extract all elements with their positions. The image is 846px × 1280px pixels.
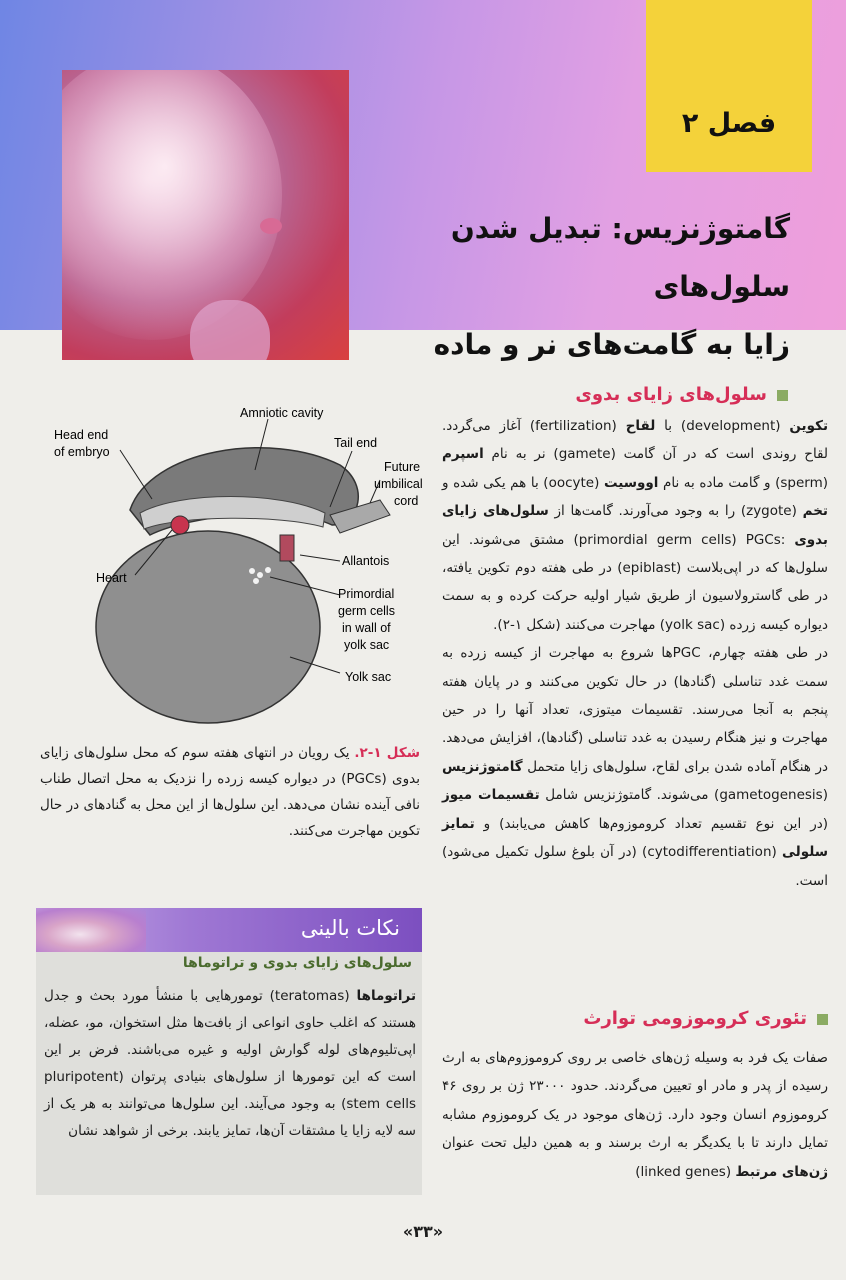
text-span: در طی هفته چهارم، PGCها شروع به مهاجرت از کیسه زرده به سمت غدد تناسلی (گنادها) در حال تکوین می‌کنند و در پایان هفته پنجم به آنجا می‌رسند. تقسیمات میتوزی، تعداد آنها را در حین مهاجرت و نیز هنگام رسیدن به غدد تناسلی (گنادها)، افزایش می‌دهد. در هنگام آماده شدن برای لقاح، سلول‌های زایا متحمل — [442, 645, 828, 775]
embryo-head-shape — [62, 70, 282, 340]
clinical-box — [36, 908, 422, 1195]
label-allantois: Allantois — [342, 554, 390, 568]
section1-paragraph1 — [442, 412, 828, 639]
label-future-3: cord — [394, 494, 419, 508]
term-oocyte: اووسیت — [603, 474, 659, 491]
clinical-text: (teratomas) تومورهایی با منشأ مورد بحث و جدل هستند که اغلب حاوی انواعی از بافت‌ها مثل استخوان، مو، عضله، اپی‌تلیوم‌های لوله گوارش اولیه و غیره می‌باشند. فرض بر این است که این تومورها از سلول‌های بنیادی پرتوان (pluripotent stem cells) به وجود می‌آیند. این سلول‌ها می‌توانند به هر یک از سه لایه زایا یا مشتقات آن‌ها، تمایز یابند. برخی از شواهد نشان — [44, 988, 416, 1139]
label-pgc-2: germ cells — [338, 604, 395, 618]
clinical-header — [36, 908, 422, 952]
text-span: :primordial germ cells) PGCs) مشتق می‌شوند. این سلول‌ها که در اپی‌بلاست (epiblast) در طی هفته دوم تکوین یافته، در طی گاسترولاسیون از طریق شیار اولیه حرکت کرده و به سمت دیواره کیسه زرده (yolk sac) مهاجرت می‌کنند (شکل ۱-۲). — [442, 531, 828, 633]
text-span: (linked genes) — [635, 1163, 736, 1180]
section1-body — [442, 412, 828, 895]
clinical-thumb-image — [36, 908, 146, 952]
term-pgc: سلول‌های زایای بدوی — [442, 503, 829, 548]
clinical-term: تراتوماها — [356, 988, 417, 1004]
text-span: (در این نوع تقسیم تعداد کروموزوم‌ها کاهش می‌یابند) و — [474, 815, 828, 832]
label-pgc-4: yolk sac — [344, 638, 390, 652]
term-cytodifferentiation: تمایز سلولی — [442, 815, 828, 861]
chapter-title-line1: گامتوژنزیس: تبدیل شدن سلول‌های — [450, 212, 790, 303]
section1-heading-text: سلول‌های زایای بدوی — [575, 384, 767, 405]
heart-shape — [171, 516, 189, 534]
section-square-icon — [777, 390, 788, 401]
label-head-end-2: of embryo — [54, 445, 110, 459]
term-fertilization: لقاح — [625, 418, 656, 434]
text-span: (oocyte) با هم یکی شده و — [442, 474, 604, 491]
chapter-box — [646, 0, 812, 172]
chapter-title — [330, 200, 790, 374]
section1-heading — [575, 384, 788, 405]
term-development: تکوین — [789, 418, 829, 434]
clinical-body — [44, 983, 416, 1145]
figure-caption-label: شکل ۱-۲. — [354, 745, 420, 761]
label-pgc-1: Primordial — [338, 587, 395, 601]
embryo-eye-shape — [260, 218, 282, 234]
embryo-diagram — [40, 395, 440, 735]
text-span: (zygote) را به وجود می‌آورند. گامت‌ها از — [548, 503, 803, 520]
text-span: (fertilization) آغاز می‌گردد. لقاح روندی است که در آن گامت (gamete) نر به نام — [442, 418, 828, 463]
label-heart: Heart — [96, 571, 127, 585]
text-span: صفات یک فرد به وسیله ژن‌های خاصی بر روی کروموزوم‌های به ارث رسیده از پدر و مادر او تعیین می‌گردند. حدود ۲۳۰۰۰ ژن بر روی ۴۶ کروموزوم انسان وجود دارد. ژن‌های موجود در یک کروموزوم مشابه تمایل دارند تا با یکدیگر به ارث برسند و به همین دلیل تحت عنوان — [442, 1050, 828, 1152]
term-gametogenesis: گامتوژنزیس — [442, 758, 523, 775]
label-tail-end: Tail end — [334, 436, 378, 450]
term-sperm: اسپرم — [442, 446, 484, 463]
section-square-icon — [817, 1014, 828, 1025]
term-linked-genes: ژن‌های مرتبط — [735, 1163, 828, 1180]
section2-heading — [583, 1008, 828, 1029]
section2-paragraph — [442, 1044, 828, 1186]
label-head-end-1: Head end — [54, 428, 109, 442]
section2-heading-text: تئوری کروموزومی توارث — [583, 1008, 807, 1029]
label-future-1: Future — [384, 460, 421, 474]
term-meiosis: تقسیمات میوز — [442, 787, 540, 804]
chapter-label: فصل ۲ — [681, 108, 777, 139]
section1-paragraph2 — [442, 639, 828, 895]
clinical-title: نکات بالینی — [300, 916, 400, 940]
figure-caption — [40, 740, 420, 844]
label-yolk-sac: Yolk sac — [345, 670, 392, 684]
text-span: (gametogenesis) می‌شوند. گامتوژنزیس شامل — [539, 787, 828, 804]
allantois-shape — [280, 535, 294, 561]
embryo-photo — [62, 70, 349, 360]
section2-body — [442, 1044, 828, 1186]
page-number: «۳۳» — [402, 1222, 444, 1241]
term-zygote: تخم — [802, 503, 828, 520]
text-span: (sperm) و گامت ماده به نام — [658, 474, 828, 491]
label-future-2: umbilical — [374, 477, 423, 491]
label-amniotic-cavity: Amniotic cavity — [240, 406, 324, 420]
text-span: (cytodifferentiation) (در آن بلوغ سلول تکمیل می‌شود) است. — [442, 844, 828, 889]
label-pgc-3: in wall of — [342, 621, 391, 635]
embryo-limb-shape — [190, 300, 270, 360]
text-span: (development) با — [655, 418, 790, 434]
figure-caption-text: یک رویان در انتهای هفته سوم که محل سلول‌های زایای بدوی (PGCs) در دیواره کیسه زرده را نزدیک به محل اتصال طناب نافی آینده نشان می‌دهد. این سلول‌ها از این محل به گنادهای در حال تکوین مهاجرت می‌کنند. — [40, 745, 420, 839]
chapter-title-line2: زایا به گامت‌های نر و ماده — [433, 328, 790, 361]
clinical-subtitle: سلول‌های زایای بدوی و تراتوماها — [182, 955, 412, 971]
